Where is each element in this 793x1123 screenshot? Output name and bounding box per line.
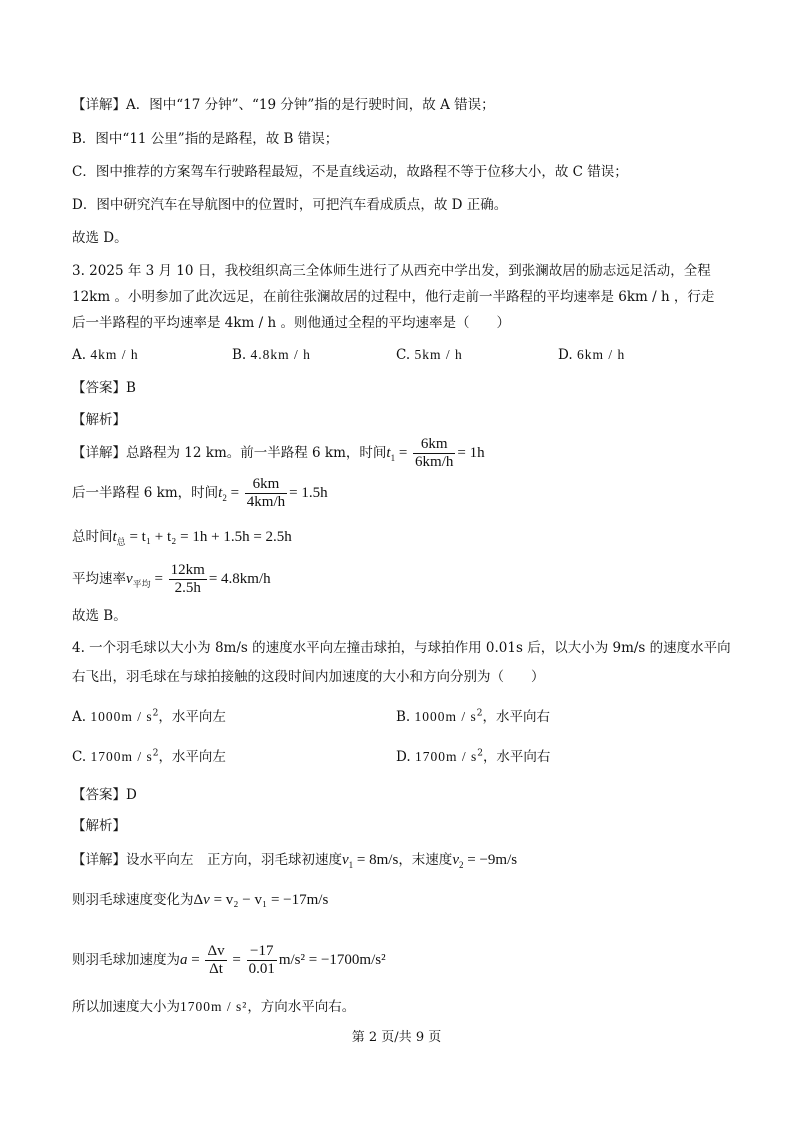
q2-detail-b: B．图中“11 公里”指的是路程，故 B 错误； (72, 131, 339, 147)
q2-detail-c: C．图中推荐的方案驾车行驶路程最短，不是直线运动，故路程不等于位移大小，故 C 错误； (72, 164, 628, 180)
q3-answer: 【答案】B (72, 380, 136, 396)
q2-detail-d: D．图中研究汽车在导航图中的位置时，可把汽车看成质点，故 D 正确。 (72, 197, 508, 213)
q3-analysis-label: 【解析】 (72, 412, 126, 428)
a-fraction-symbolic: $\frac{\Delta v}{\Delta t}$ (207, 943, 225, 977)
q4-stem-line2: 右飞出，羽毛球在与球拍接触的这段时间内加速度的大小和方向分别为（ ） (72, 669, 545, 685)
q3-option-a: A. 4km / h (72, 347, 139, 363)
q3-conclusion: 故选 B。 (72, 608, 127, 624)
q4-stem-line1: 4. 一个羽毛球以大小为 8m/s 的速度水平向左撞击球拍，与球拍作用 0.01s 后，以大小为 9m/s 的速度水平向 (72, 640, 731, 656)
t2-fraction: $\frac{6km}{4km/h}$ (246, 476, 286, 510)
q4-detail-line1: 【详解】设水平向左 正方向，羽毛球初速度$v_1 = 8m/s$，末速度$v_2 = -9m/s$ (72, 852, 518, 870)
v-fraction: $\frac{12km}{2.5h}$ (170, 562, 205, 596)
q3-detail-line4: 平均速率$v_{平均}$ = $\frac{12km}{2.5h}$ = 4.8km/h (72, 562, 271, 596)
q3-stem-line1: 3. 2025 年 3 月 10 日，我校组织高三全体师生进行了从西充中学出发，到张澜故居的励志远足活动，全程 (72, 263, 711, 279)
q3-option-c: C. 5km / h (396, 347, 463, 363)
q3-stem-line3: 后一半路程的平均速率是 4km / h 。则他通过全程的平均速率是（ ） (72, 315, 510, 331)
a-fraction-numeric: $\frac{-17}{0.01}$ (248, 943, 275, 977)
q3-option-b: B. 4.8km / h (232, 347, 311, 363)
q4-detail-line4: 所以加速度大小为1700m / s²，方向水平向右。 (72, 999, 356, 1015)
q4-option-c: C. $1700m / s^2$，水平向左 (72, 748, 226, 765)
q3-stem-line2: 12km 。小明参加了此次远足，在前往张澜故居的过程中，他行走前一半路程的平均速率是 6km / h ，行走 (72, 289, 715, 305)
q4-option-a: A. $1000m / s^2$，水平向左 (72, 708, 226, 725)
q3-detail-line2: 后一半路程 6 km，时间$t_2$ = $\frac{6km}{4km/h}$ = 1.5h (72, 476, 328, 510)
t1-fraction: $\frac{6km}{6km/h}$ (415, 436, 454, 470)
q4-option-b: B. $1000m / s^2$，水平向右 (396, 708, 551, 725)
page-footer: 第 2 页/共 9 页 (351, 1030, 442, 1045)
q4-detail-line2: 则羽毛球速度变化为Δv = v₂ − v₁ = −17m/s (72, 892, 329, 908)
q4-analysis-label: 【解析】 (72, 818, 126, 834)
q2-detail-a: 【详解】A．图中“17 分钟”、“19 分钟”指的是行驶时间，故 A 错误； (72, 97, 495, 113)
q4-detail-line3: 则羽毛球加速度为a = $\frac{\Delta v}{\Delta t}$ = $\frac{-17}{0.01}$ m/s² = −1700m/s² (72, 943, 386, 977)
q3-option-d: D. 6km / h (558, 347, 626, 363)
q4-option-d: D. $1700m / s^2$，水平向右 (396, 748, 551, 765)
q4-answer: 【答案】D (72, 787, 137, 803)
q2-conclusion: 故选 D。 (72, 230, 128, 246)
q3-detail-line1: 【详解】总路程为 12 km。前一半路程 6 km，时间$t_1$ = $\frac{6km}{6km/h}$ = 1h (72, 436, 485, 470)
q3-detail-line3: 总时间$t_总 = t_1 + t_2 = 1h + 1.5h = 2.5h$ (72, 529, 292, 547)
